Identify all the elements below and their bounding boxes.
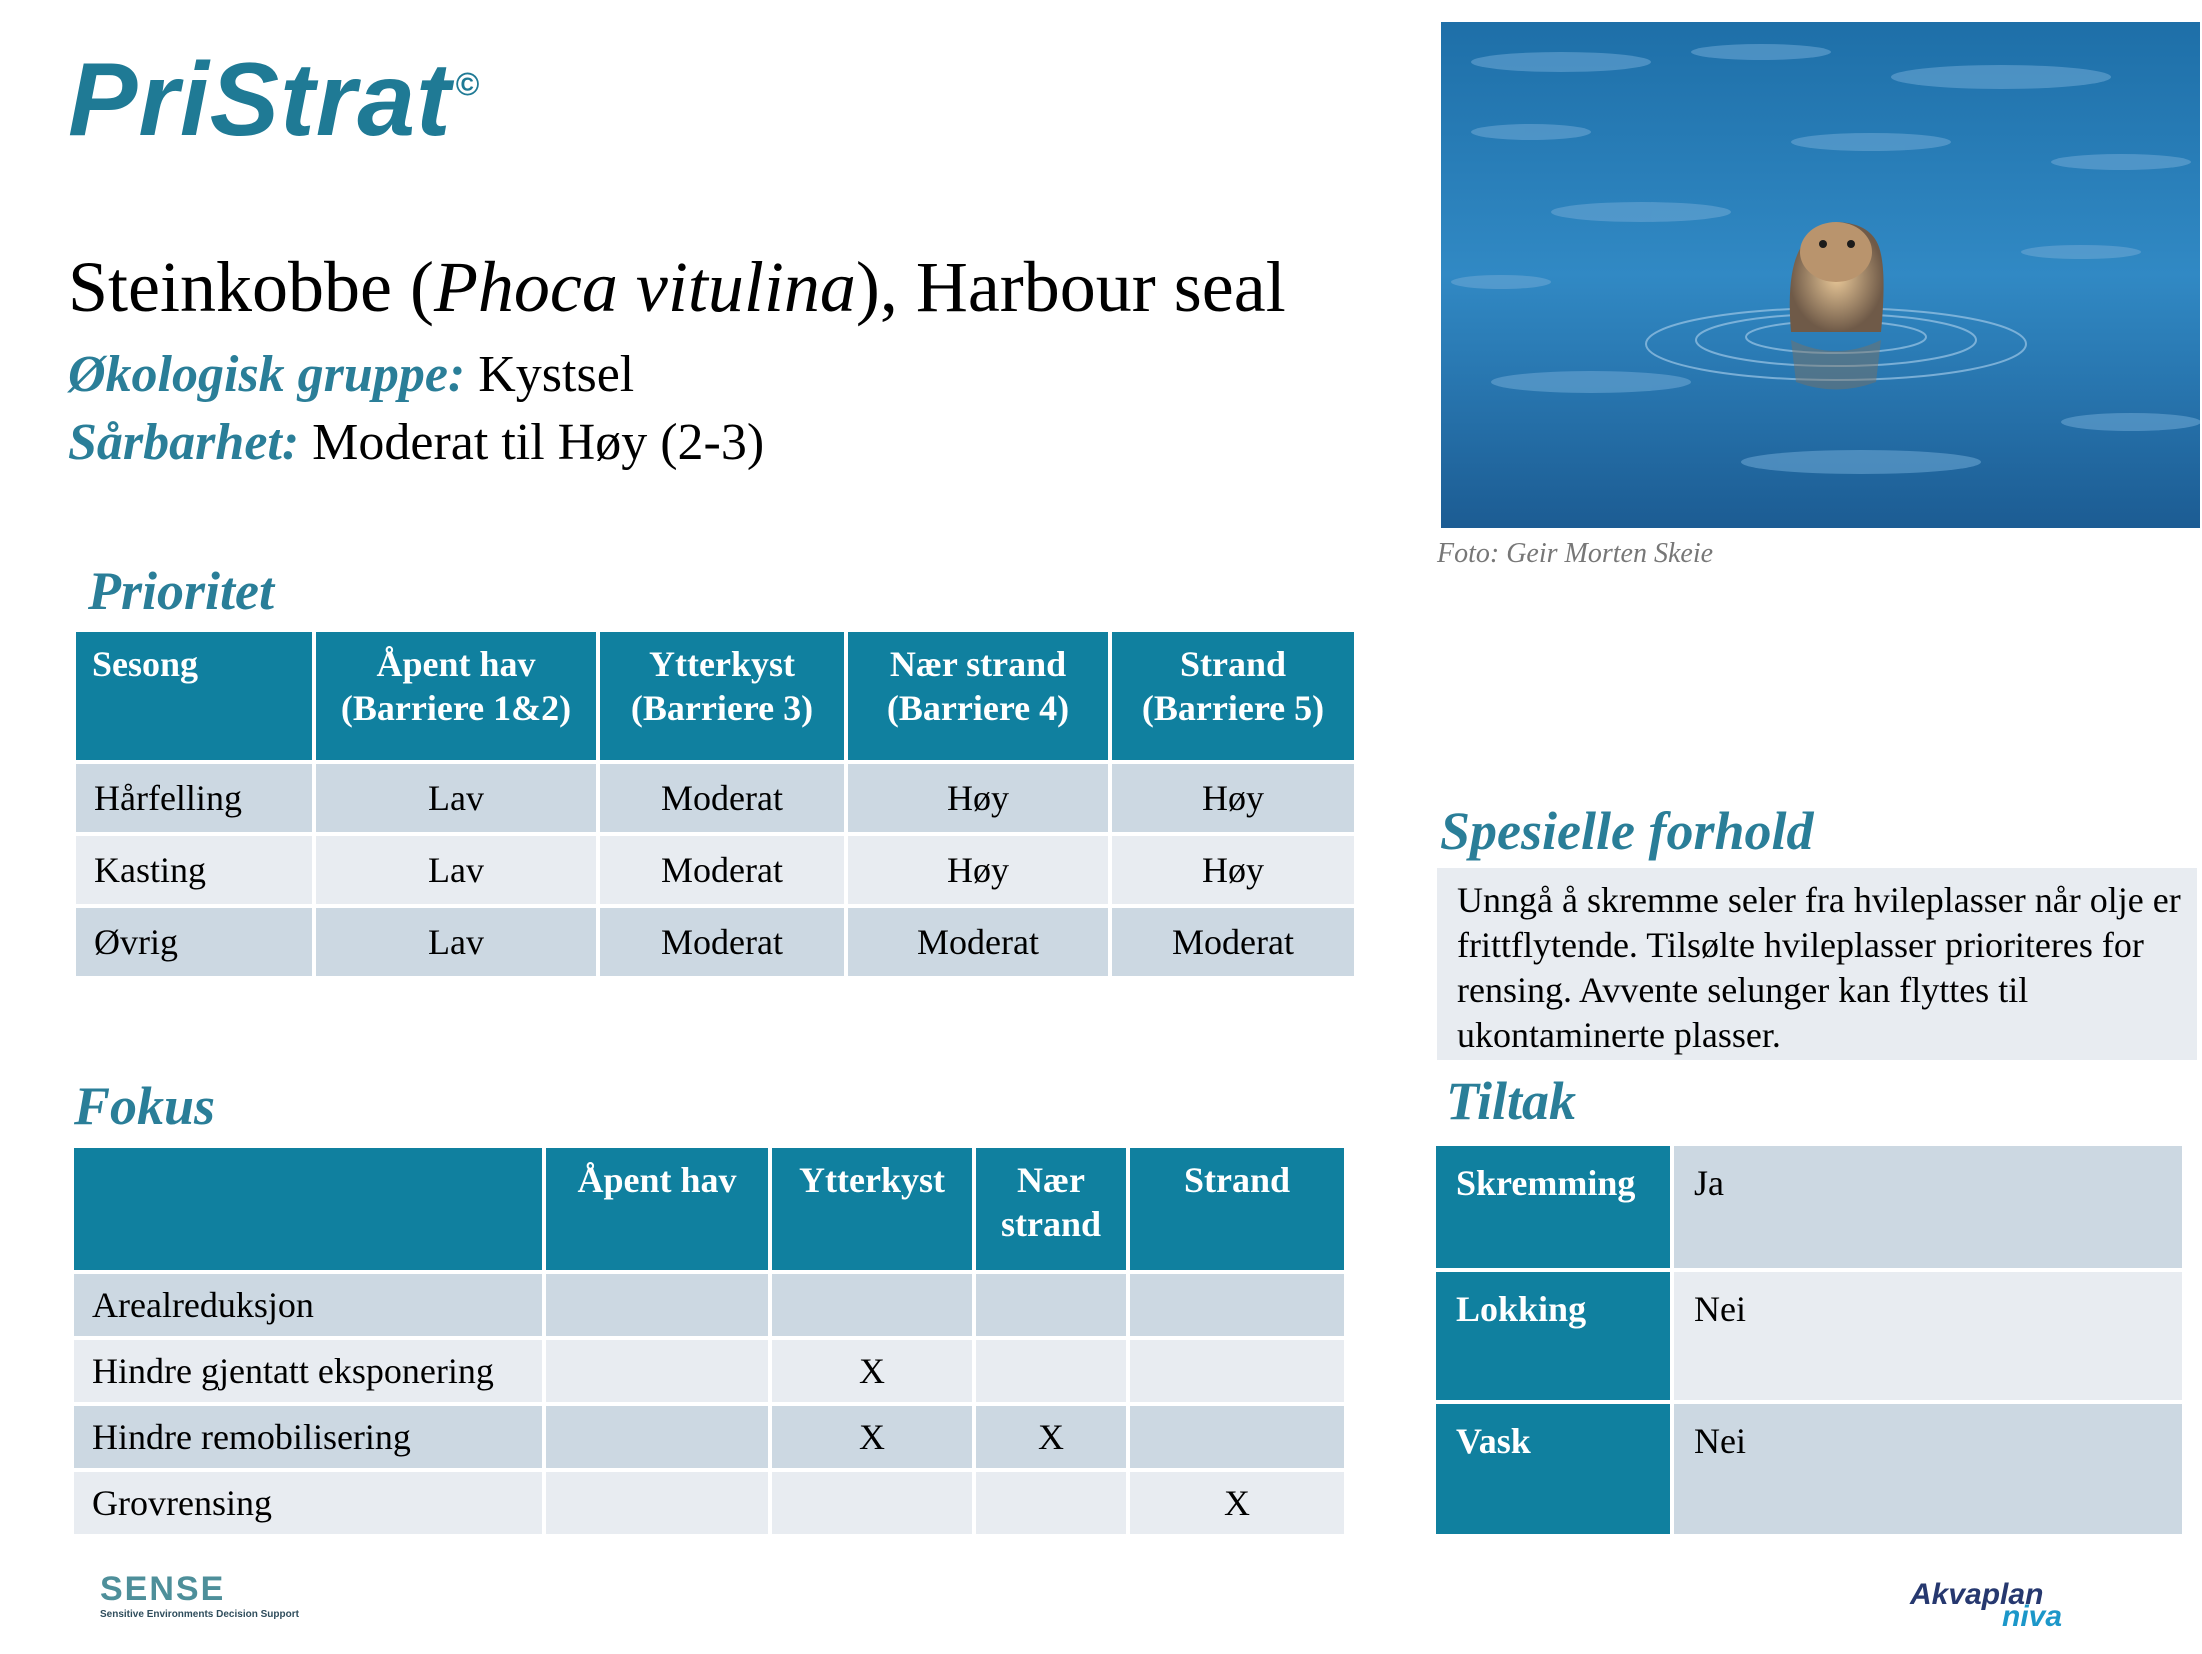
table-cell: Moderat [600, 908, 844, 976]
col-header [74, 1148, 542, 1270]
measure-label: Vask [1436, 1404, 1670, 1534]
table-row [1436, 1404, 2182, 1534]
table-cell [1130, 1340, 1344, 1402]
table-cell: Lav [316, 836, 596, 904]
table-cell [976, 1340, 1126, 1402]
table-cell: Grovrensing [74, 1472, 542, 1534]
col-header: Nær strand [976, 1148, 1126, 1270]
col-header: Strand [1130, 1148, 1344, 1270]
table-cell: Moderat [600, 836, 844, 904]
col-header: Sesong [76, 632, 312, 760]
table-cell: Hindre gjentatt eksponering [74, 1340, 542, 1402]
table-cell: Høy [1112, 764, 1354, 832]
table-cell: Høy [1112, 836, 1354, 904]
seal-photo [1441, 22, 2200, 528]
table-cell: Kasting [76, 836, 312, 904]
table-cell: Moderat [600, 764, 844, 832]
special-title: Spesielle forhold [1440, 801, 1814, 861]
col-header: Ytterkyst [772, 1148, 972, 1270]
col-header: Nær strand (Barriere 4) [848, 632, 1108, 760]
table-cell [546, 1274, 768, 1336]
table-row [1436, 1272, 2182, 1400]
table-cell: X [772, 1340, 972, 1402]
table-cell: Lav [316, 908, 596, 976]
focus-title: Fokus [74, 1076, 216, 1136]
table-cell: Lav [316, 764, 596, 832]
table-cell [546, 1472, 768, 1534]
table-row [74, 1472, 1344, 1534]
table-header-row [74, 1148, 1344, 1270]
table-cell: Arealreduksjon [74, 1274, 542, 1336]
table-cell [976, 1472, 1126, 1534]
measure-label: Lokking [1436, 1272, 1670, 1400]
measure-value: Nei [1674, 1272, 2182, 1400]
akvaplan-niva-logo: Akvaplan niva [1910, 1578, 2063, 1633]
brand-title: PriStrat © [68, 42, 481, 158]
latin-name: Phoca vitulina [433, 247, 856, 327]
table-row [76, 836, 1354, 904]
measures-title: Tiltak [1446, 1071, 1576, 1131]
table-cell [546, 1406, 768, 1468]
special-text: Unngå å skremme seler fra hvileplasser når olje er frittflytende. Tilsølte hvileplasser prioriteres for rensing. Avvente selunger kan flyttes til ukontaminerte plasser. [1437, 868, 2197, 1060]
copyright-mark: © [455, 66, 481, 102]
table-cell [1130, 1274, 1344, 1336]
table-cell [772, 1472, 972, 1534]
table-cell [976, 1274, 1126, 1336]
species-title: Steinkobbe (Phoca vitulina), Harbour seal [68, 247, 1286, 327]
table-row [76, 764, 1354, 832]
table-cell: X [772, 1406, 972, 1468]
sense-logo: SENSE Sensitive Environments Decision Support [100, 1570, 299, 1620]
table-cell [1130, 1406, 1344, 1468]
table-cell: Høy [848, 836, 1108, 904]
col-header: Ytterkyst (Barriere 3) [600, 632, 844, 760]
priority-title: Prioritet [88, 561, 274, 621]
col-header: Åpent hav (Barriere 1&2) [316, 632, 596, 760]
photo-credit: Foto: Geir Morten Skeie [1437, 538, 1714, 569]
table-cell: Moderat [1112, 908, 1354, 976]
table-cell [772, 1274, 972, 1336]
table-header-row [76, 632, 1354, 760]
col-header: Strand (Barriere 5) [1112, 632, 1354, 760]
table-cell: Høy [848, 764, 1108, 832]
table-cell: Øvrig [76, 908, 312, 976]
measure-value: Ja [1674, 1146, 2182, 1268]
measures-table [1432, 1142, 2186, 1538]
table-cell: X [976, 1406, 1126, 1468]
col-header: Åpent hav [546, 1148, 768, 1270]
table-cell [546, 1340, 768, 1402]
table-row [74, 1340, 1344, 1402]
table-row [1436, 1146, 2182, 1268]
measure-label: Skremming [1436, 1146, 1670, 1268]
table-row [74, 1406, 1344, 1468]
measure-value: Nei [1674, 1404, 2182, 1534]
table-cell: Hårfelling [76, 764, 312, 832]
focus-table [70, 1144, 1348, 1538]
priority-table [72, 628, 1358, 980]
table-row [76, 908, 1354, 976]
table-cell: Hindre remobilisering [74, 1406, 542, 1468]
ecological-group: Økologisk gruppe: Kystsel [68, 346, 635, 403]
table-cell: X [1130, 1472, 1344, 1534]
vulnerability: Sårbarhet: Moderat til Høy (2-3) [68, 414, 765, 471]
table-cell: Moderat [848, 908, 1108, 976]
table-row [74, 1274, 1344, 1336]
